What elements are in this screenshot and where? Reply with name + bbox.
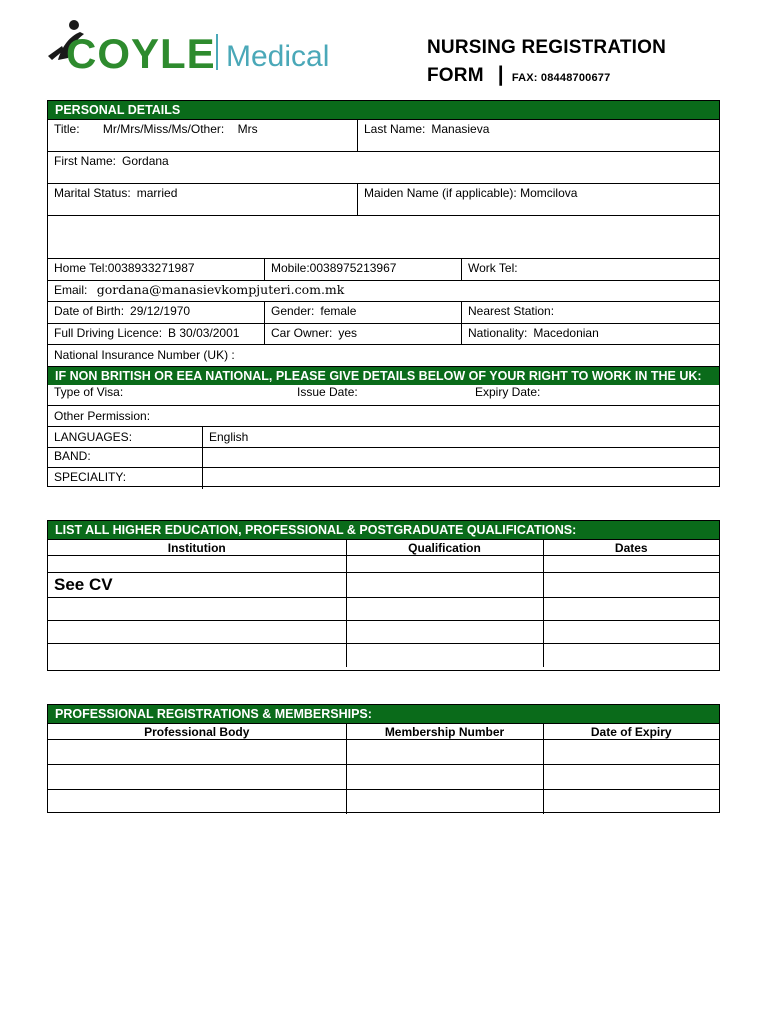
nearest-station-field[interactable]: Nearest Station: <box>461 302 719 323</box>
languages-row <box>48 426 719 447</box>
nationality-value[interactable]: Macedonian <box>533 326 599 340</box>
col-date-of-expiry: Date of Expiry <box>543 724 719 740</box>
band-row <box>48 447 719 467</box>
dob-value[interactable]: 29/12/1970 <box>130 304 191 318</box>
title-separator: | <box>497 63 504 86</box>
dob-label: Date of Birth: <box>54 304 125 318</box>
col-dates: Dates <box>543 540 719 556</box>
car-owner-label: Car Owner: <box>271 326 333 340</box>
logo-brand-text: COYLE <box>66 30 216 77</box>
table-row <box>48 740 719 765</box>
email-value[interactable]: gordana@manasievkompjuteri.com.mk <box>96 282 345 297</box>
visa-row <box>48 385 719 405</box>
languages-label: LANGUAGES: <box>54 430 133 444</box>
table-row <box>48 573 719 598</box>
visa-type-field[interactable]: Type of Visa: <box>54 385 124 399</box>
mobile-field[interactable]: Mobile:0038975213967 <box>264 259 461 280</box>
table-row <box>48 598 719 621</box>
table-row <box>48 644 719 667</box>
logo-sub-text: Medical <box>226 40 330 73</box>
speciality-row <box>48 467 719 489</box>
title-value[interactable]: Mrs <box>237 122 258 136</box>
registrations-heading: PROFESSIONAL REGISTRATIONS & MEMBERSHIPS: <box>48 705 719 723</box>
last-name-label: Last Name: <box>364 122 426 136</box>
ni-number-field[interactable]: National Insurance Number (UK) : <box>54 348 235 362</box>
email-row <box>48 280 719 301</box>
last-name-value[interactable]: Manasieva <box>431 122 490 136</box>
gender-label: Gender: <box>271 304 315 318</box>
first-name-row <box>48 151 719 183</box>
speciality-value[interactable] <box>202 468 719 489</box>
languages-value[interactable]: English <box>202 427 719 447</box>
email-label: Email: <box>54 283 88 297</box>
registrations-table <box>48 723 719 814</box>
other-permission-field[interactable]: Other Permission: <box>54 409 151 423</box>
first-name-label: First Name: <box>54 154 117 168</box>
speciality-label: SPECIALITY: <box>54 470 127 484</box>
table-row <box>48 556 719 573</box>
col-qualification: Qualification <box>346 540 543 556</box>
band-value[interactable] <box>202 448 719 467</box>
col-professional-body: Professional Body <box>48 724 346 740</box>
coyle-medical-logo <box>44 16 342 82</box>
title-label: Title: <box>54 122 80 136</box>
expiry-date-field[interactable]: Expiry Date: <box>475 385 541 399</box>
phone-row <box>48 258 719 280</box>
registrations-section <box>47 704 720 813</box>
licence-value[interactable]: B 30/03/2001 <box>168 326 240 340</box>
other-permission-row <box>48 405 719 426</box>
table-row <box>48 790 719 814</box>
personal-details-section <box>47 100 720 487</box>
licence-label: Full Driving Licence: <box>54 326 163 340</box>
band-label: BAND: <box>54 449 91 463</box>
home-tel-field[interactable]: Home Tel:0038933271987 <box>54 261 195 275</box>
maiden-name-label: Maiden Name (if applicable): <box>364 186 517 200</box>
marital-row <box>48 183 719 215</box>
education-section <box>47 520 720 671</box>
registrations-header-row <box>48 724 719 740</box>
education-header-row <box>48 540 719 556</box>
form-title-line1: NURSING REGISTRATION <box>427 37 667 58</box>
title-row <box>48 119 719 151</box>
dob-row <box>48 301 719 323</box>
work-tel-field[interactable]: Work Tel: <box>461 259 719 280</box>
form-title-line2: FORM <box>427 65 484 86</box>
gender-value[interactable]: female <box>320 304 357 318</box>
ni-row <box>48 344 719 366</box>
nationality-label: Nationality: <box>468 326 528 340</box>
col-institution: Institution <box>48 540 346 556</box>
issue-date-field[interactable]: Issue Date: <box>297 385 358 399</box>
marital-status-label: Marital Status: <box>54 186 131 200</box>
education-table <box>48 539 719 667</box>
table-row <box>48 765 719 790</box>
col-membership-number: Membership Number <box>346 724 543 740</box>
blank-row[interactable] <box>48 215 719 258</box>
car-owner-value[interactable]: yes <box>338 326 358 340</box>
licence-row <box>48 323 719 344</box>
first-name-value[interactable]: Gordana <box>122 154 169 168</box>
title-options: Mr/Mrs/Miss/Ms/Other: <box>102 122 225 136</box>
maiden-name-value[interactable]: Momcilova <box>520 186 578 200</box>
education-heading: LIST ALL HIGHER EDUCATION, PROFESSIONAL & POSTGRADUATE QUALIFICATIONS: <box>48 521 719 539</box>
marital-status-value[interactable]: married <box>136 186 178 200</box>
see-cv-note[interactable]: See CV <box>54 575 113 594</box>
form-title <box>427 34 666 92</box>
personal-details-heading: PERSONAL DETAILS <box>48 101 719 119</box>
fax-number: FAX: 08448700677 <box>511 72 611 84</box>
right-to-work-heading: IF NON BRITISH OR EEA NATIONAL, PLEASE GIVE DETAILS BELOW OF YOUR RIGHT TO WORK IN THE UK: <box>48 366 719 385</box>
table-row <box>48 621 719 644</box>
